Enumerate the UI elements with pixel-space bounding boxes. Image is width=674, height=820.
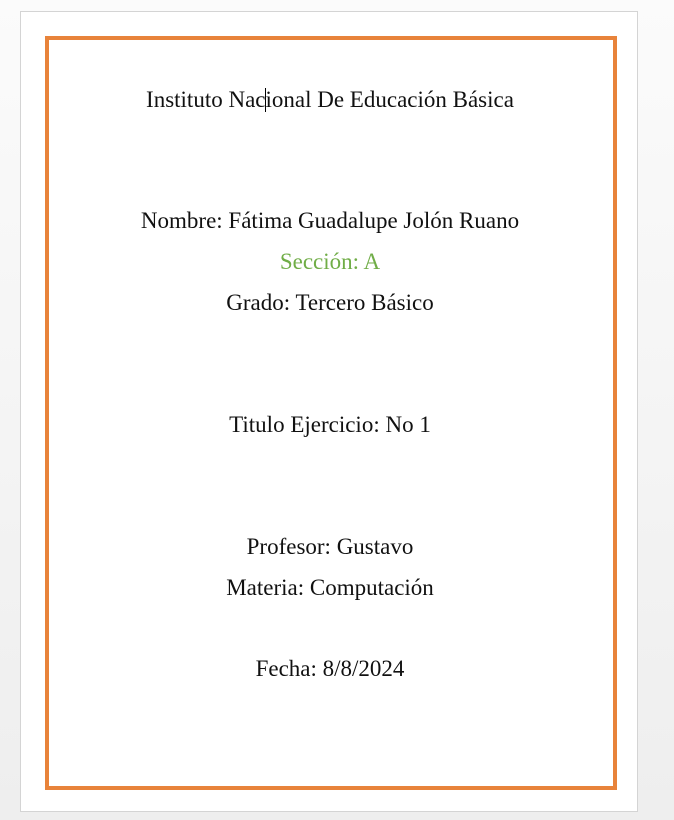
teacher-line[interactable]: Profesor: Gustavo xyxy=(246,534,414,559)
school-title-part-2: ional De Educación Básica xyxy=(265,87,514,112)
exercise-title[interactable]: Titulo Ejercicio: No 1 xyxy=(229,412,431,437)
school-title-part-1: Instituto Nac xyxy=(146,87,266,112)
subject-line[interactable]: Materia: Computación xyxy=(226,575,434,600)
school-title[interactable] xyxy=(21,86,639,114)
document-page[interactable] xyxy=(20,11,638,812)
grade-line[interactable]: Grado: Tercero Básico xyxy=(226,290,434,315)
date-line[interactable]: Fecha: 8/8/2024 xyxy=(255,656,405,681)
student-name[interactable]: Nombre: Fátima Guadalupe Jolón Ruano xyxy=(140,208,520,233)
section-line[interactable]: Sección: A xyxy=(279,249,381,274)
